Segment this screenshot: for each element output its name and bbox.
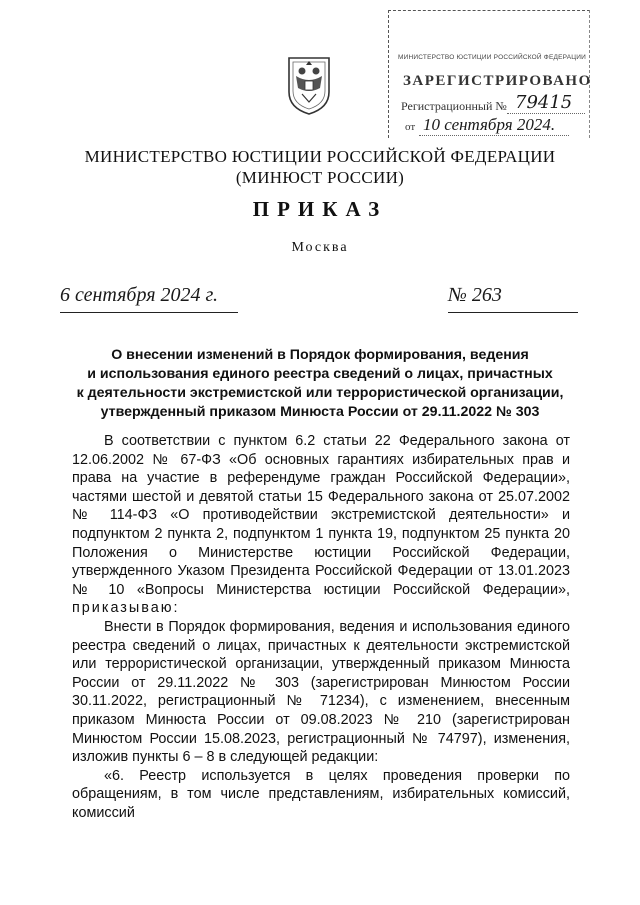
ministry-title-line1: МИНИСТЕРСТВО ЮСТИЦИИ РОССИЙСКОЙ ФЕДЕРАЦИИ [84,147,556,166]
city: Москва [291,240,349,255]
stamp-date-label: от [405,121,416,133]
coat-of-arms-icon [283,54,335,116]
subject-line: О внесении изменений в Порядок формирования, ведения [111,347,529,363]
order-date: 6 сентября 2024 г. [60,284,219,306]
stamp-ministry: МИНИСТЕРСТВО ЮСТИЦИИ РОССИЙСКОЙ ФЕДЕРАЦИИ [397,54,587,61]
body-paragraph: «6. Реестр используется в целях проведения проверки по обращениям, в том числе представлениям, избирательных комиссий, комиссий [72,767,570,821]
stamp-registered: ЗАРЕГИСТРИРОВАНО [403,73,592,89]
order-subject [60,346,580,422]
body-paragraph: Внести в Порядок формирования, ведения и использования единого реестра сведений о лицах, причастных к деятельности экстремистской или террористической организации, утвержденный приказом Минюста России от 29.11.2022 № 303 (зарегистрирован Минюстом России 30.11.2022, регистрационный № 71234), с изменением, внесенным приказом Минюста России от 09.08.2023 № 210 (зарегистрирован Минюстом России 15.08.2023, регистрационный № 74797), изменения, изложив пункты 6 – 8 в следующей редакции: [72,618,570,766]
order-number-underline [448,312,578,313]
order-date-underline [60,312,238,313]
order-body [72,432,570,822]
order-number: № 263 [448,284,502,306]
registration-stamp [388,10,590,138]
subject-line: утвержденный приказом Минюста России от 29.11.2022 № 303 [100,404,540,420]
body-paragraph [72,432,570,618]
stamp-reg-number: 79415 [515,92,573,113]
subject-line: и использования единого реестра сведений о лицах, причастных [87,366,553,382]
order-directive: приказываю: [72,600,180,617]
order-title: ПРИКАЗ [252,197,388,221]
body-paragraph-text: В соответствии с пунктом 6.2 статьи 22 Федерального закона от 12.06.2002 № 67-ФЗ «Об основных гарантиях избирательных прав и права на участие в референдуме граждан Российской Федерации», частями шестой и девятой статьи 15 Федерального закона от 25.07.2002 № 114-ФЗ «О противодействии экстремистской деятельности» и подпунктом 2 пункта 2, подпунктом 1 пункта 19, подпунктом 25 пункта 20 Положения о Министерстве юстиции Российской Федерации, утвержденного Указом Президента Российской Федерации от 13.01.2023 № 10 «Вопросы Министерства юстиции Российской Федерации», [72,433,570,598]
stamp-reg-label: Регистрационный № [401,99,507,113]
ministry-title-line2: (МИНЮСТ РОССИИ) [235,168,405,187]
subject-line: к деятельности экстремистской или террористической организации, [76,385,564,401]
stamp-date-underline [419,135,569,136]
ministry-title [0,146,640,188]
stamp-date: 10 сентября 2024. [423,115,556,134]
stamp-reg-underline [507,113,585,114]
